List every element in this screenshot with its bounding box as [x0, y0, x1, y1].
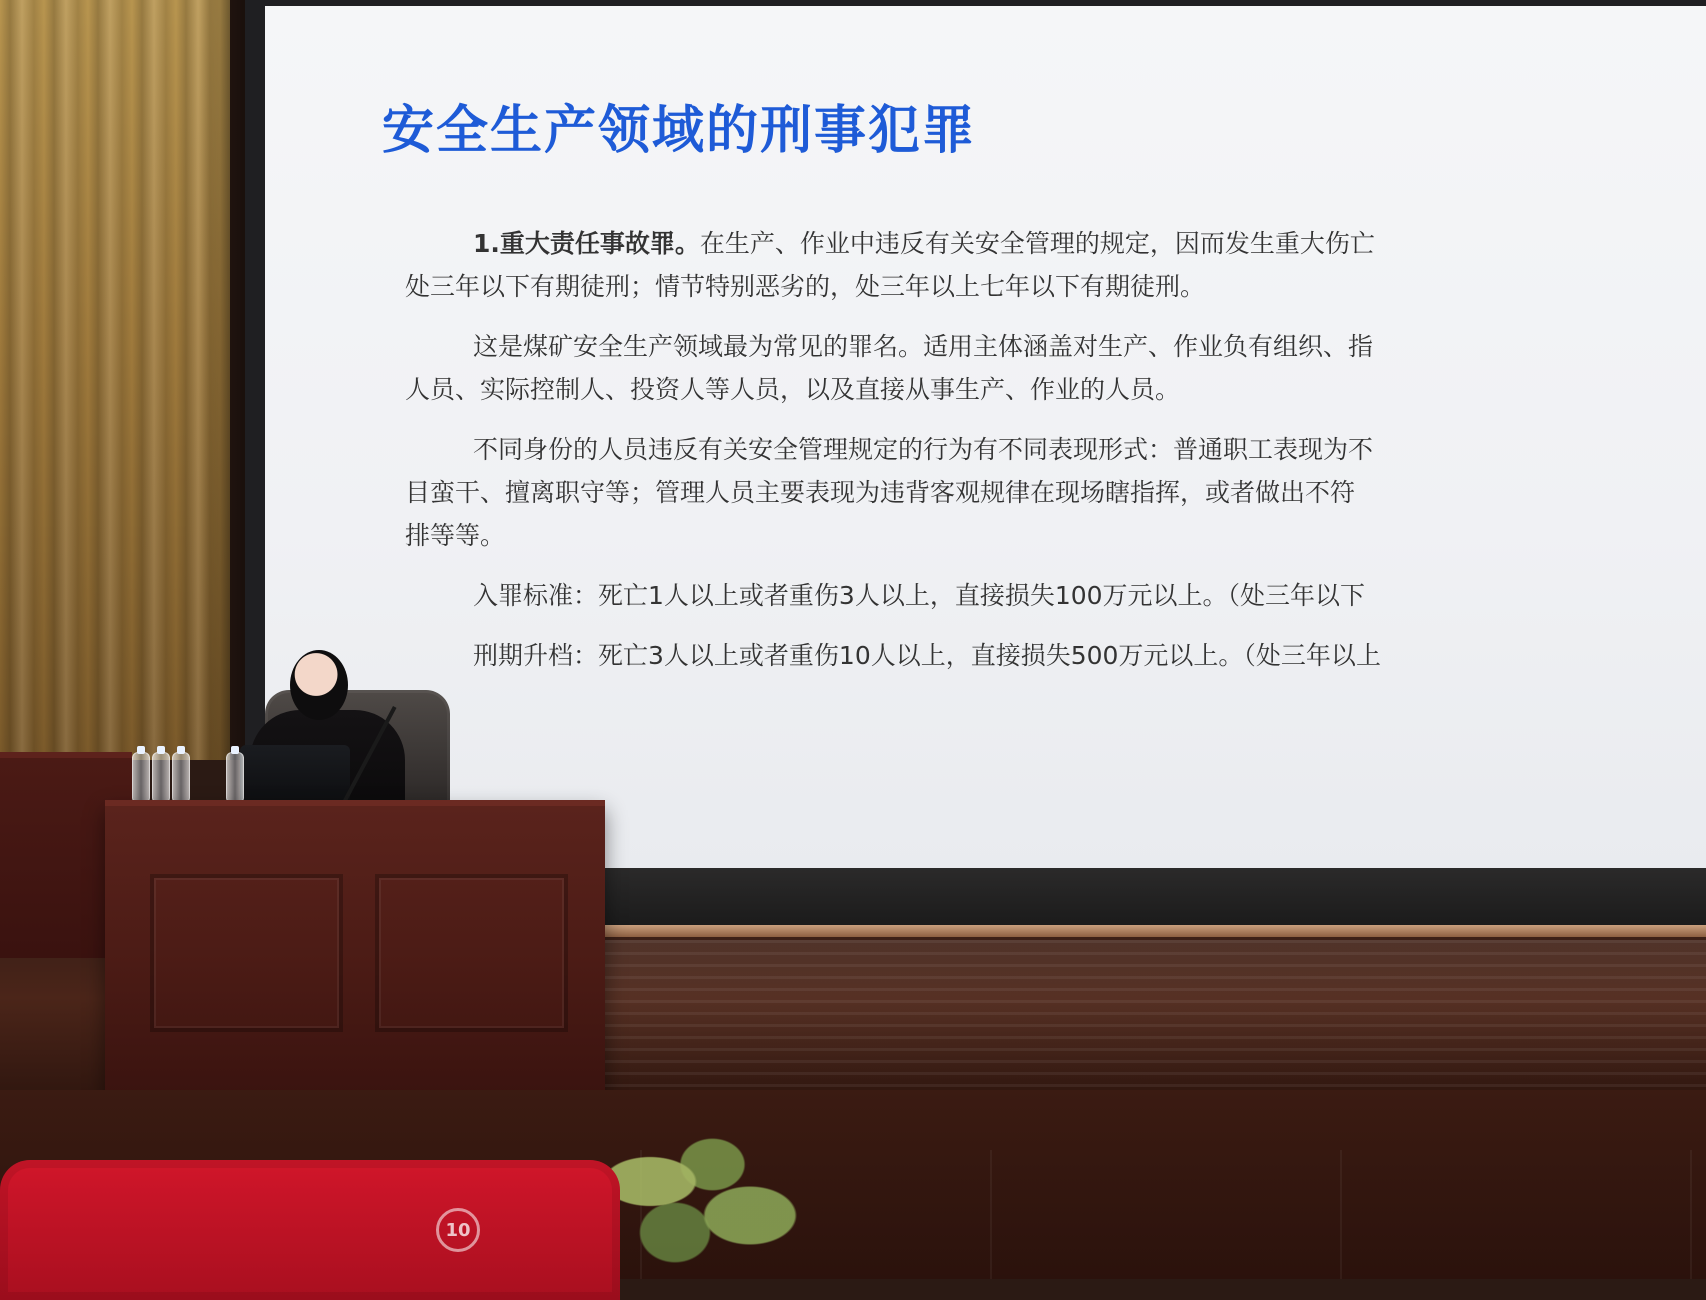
water-bottle — [132, 752, 150, 802]
slide-line — [405, 634, 1706, 677]
slide-line-text: 人员、实际控制人、投资人等人员，以及直接从事生产、作业的人员。 — [405, 375, 1181, 404]
water-bottle — [152, 752, 170, 802]
stage-floor — [600, 940, 1706, 1090]
speaker-head — [290, 650, 348, 720]
slide-paragraph-4 — [405, 574, 1706, 617]
water-bottle — [172, 752, 190, 802]
slide-line — [405, 471, 1706, 514]
slide-line-text: 排等等。 — [405, 521, 506, 550]
audience-seat — [0, 1160, 620, 1300]
slide-line — [405, 368, 1706, 411]
podium-panel — [150, 874, 343, 1032]
slide-line — [405, 325, 1706, 368]
stage-edge — [600, 925, 1706, 937]
stage-curtain — [0, 0, 230, 760]
slide-paragraph-1 — [405, 222, 1706, 308]
podium — [105, 800, 605, 1096]
laptop — [240, 745, 350, 805]
slide-line-text: 这是煤矿安全生产领域最为常见的罪名。适用主体涵盖对生产、作业负有组织、指 — [473, 332, 1374, 361]
slide-line — [405, 514, 1706, 557]
slide-title: 安全生产领域的刑事犯罪 — [382, 101, 977, 161]
slide-line — [405, 428, 1706, 471]
slide-body — [405, 222, 1706, 694]
slide-paragraph-5 — [405, 634, 1706, 677]
slide-paragraph-2 — [405, 325, 1706, 411]
slide-line-text: 不同身份的人员违反有关安全管理规定的行为有不同表现形式：普通职工表现为不 — [473, 435, 1374, 464]
slide-line — [405, 574, 1706, 617]
water-bottle — [226, 752, 244, 802]
slide-paragraph-3 — [405, 428, 1706, 557]
slide-line-lead: 1.重大责任事故罪。 — [473, 229, 700, 258]
slide-line-text: 入罪标准：死亡1人以上或者重伤3人以上，直接损失100万元以上。（处三年以下 — [473, 581, 1366, 610]
podium-panel — [375, 874, 568, 1032]
slide-line-text: 目蛮干、擅离职守等；管理人员主要表现为违背客观规律在现场瞎指挥，或者做出不符 — [405, 478, 1356, 507]
slide-line — [405, 222, 1706, 265]
seat-number-badge: 10 — [436, 1208, 480, 1252]
slide-line-text: 处三年以下有期徒刑；情节特别恶劣的，处三年以上七年以下有期徒刑。 — [405, 272, 1206, 301]
slide-line — [405, 265, 1706, 308]
slide-line-text: 在生产、作业中违反有关安全管理的规定，因而发生重大伤亡 — [699, 229, 1375, 258]
slide-line-text: 刑期升档：死亡3人以上或者重伤10人以上，直接损失500万元以上。（处三年以上 — [473, 641, 1381, 670]
